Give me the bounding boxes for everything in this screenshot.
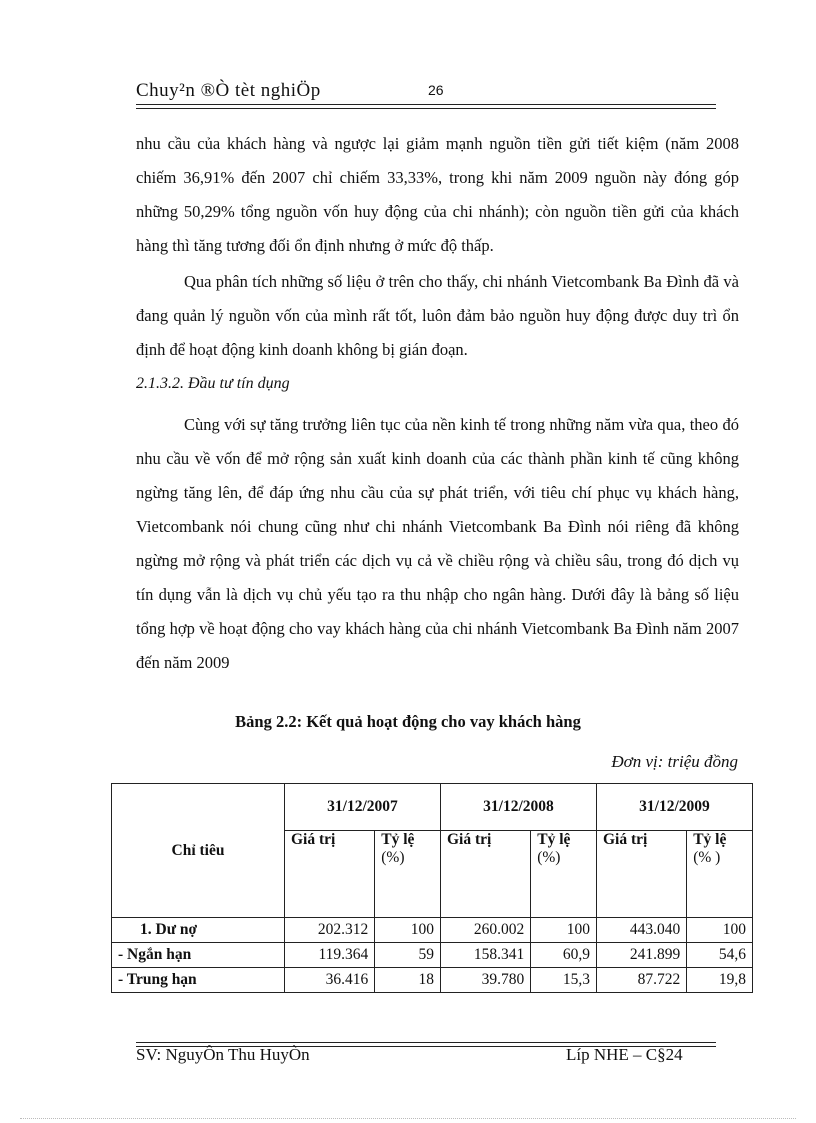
header-rule-double — [136, 108, 716, 109]
ratio-header — [687, 831, 753, 918]
ratio-header-line1: Tỷ lệ — [381, 831, 415, 848]
cell-ratio: 100 — [531, 918, 597, 943]
row-label: - Ngắn hạn — [112, 943, 285, 968]
year-header-2007: 31/12/2007 — [285, 784, 441, 831]
header-title: Chuy²n ®Ò tèt nghiÖp — [136, 80, 321, 101]
page-edge — [20, 1118, 796, 1119]
loan-results-table — [111, 783, 753, 993]
row-label: 1. Dư nợ — [112, 918, 285, 943]
cell-value: 36.416 — [285, 968, 375, 993]
value-header-text: Giá trị — [602, 831, 648, 848]
table-unit: Đơn vị: triệu đồng — [611, 752, 738, 771]
ratio-header-line2: (%) — [381, 849, 405, 866]
paragraph-text: Qua phân tích những số liệu ở trên cho thấy, chi nhánh Vietcombank Ba Đình đã và đang quản lý nguồn vốn của mình rất tốt, luôn đảm bảo nguồn huy động được duy trì ổn định để hoạt động kinh doanh không bị gián đoạn. — [136, 272, 739, 359]
cell-ratio: 60,9 — [531, 943, 597, 968]
table-row — [112, 918, 753, 943]
cell-value: 158.341 — [440, 943, 530, 968]
value-header-text: Giá trị — [291, 831, 336, 848]
ratio-header — [375, 831, 441, 918]
section-heading: 2.1.3.2. Đầu tư tín dụng — [136, 375, 290, 392]
paragraph-3 — [136, 408, 739, 680]
label-header: Chỉ tiêu — [112, 784, 285, 918]
cell-ratio: 54,6 — [687, 943, 753, 968]
ratio-header-line2: (%) — [537, 849, 561, 866]
page-number: 26 — [428, 82, 444, 98]
ratio-header — [531, 831, 597, 918]
year-header-2009: 31/12/2009 — [596, 784, 752, 831]
paragraph-text: nhu cầu của khách hàng và ngược lại giảm mạnh nguồn tiền gửi tiết kiệm (năm 2008 chiếm 36,91% đến 2007 chỉ chiếm 33,33%, trong khi năm 2009 nguồn này đóng góp những 50,29% tổng nguồn vốn huy động của chi nhánh); còn nguồn tiền gửi của khách hàng thì tăng tương đối ổn định nhưng ở mức độ thấp. — [136, 134, 739, 255]
cell-value: 119.364 — [285, 943, 375, 968]
table-row — [112, 943, 753, 968]
ratio-header-line1: Tỷ lệ — [537, 831, 571, 848]
ratio-header-line1: Tỷ lệ — [693, 831, 727, 848]
cell-ratio: 100 — [687, 918, 753, 943]
cell-value: 87.722 — [596, 968, 686, 993]
footer-class: Líp NHE – C§24 — [566, 1045, 683, 1064]
cell-ratio: 15,3 — [531, 968, 597, 993]
table-header-row — [112, 784, 753, 831]
cell-value: 260.002 — [440, 918, 530, 943]
paragraph-1 — [136, 127, 739, 263]
header-rule — [136, 104, 716, 105]
cell-value: 241.899 — [596, 943, 686, 968]
paragraph-2 — [136, 265, 739, 367]
table-row — [112, 968, 753, 993]
value-header — [596, 831, 686, 918]
value-header — [285, 831, 375, 918]
cell-ratio: 19,8 — [687, 968, 753, 993]
cell-ratio: 100 — [375, 918, 441, 943]
cell-value: 202.312 — [285, 918, 375, 943]
value-header-text: Giá trị — [446, 831, 492, 848]
paragraph-text: Cùng với sự tăng trưởng liên tục của nền kinh tế trong những năm vừa qua, theo đó nhu cầu về vốn để mở rộng sản xuất kinh doanh của các thành phần kinh tế cũng không ngừng tăng lên, để đáp ứng nhu cầu của sự phát triển, với tiêu chí phục vụ khách hàng, Vietcombank nói chung cũng như chi nhánh Vietcombank Ba Đình nói riêng đã không ngừng mở rộng và phát triển các dịch vụ cả về chiều rộng và chiều sâu, trong đó dịch vụ tín dụng vẫn là dịch vụ chủ yếu tạo ra thu nhập cho ngân hàng. Dưới đây là bảng số liệu tổng hợp về hoạt động cho vay khách hàng của chi nhánh Vietcombank Ba Đình năm 2007 đến năm 2009 — [136, 415, 739, 672]
ratio-header-line2: (% ) — [693, 849, 721, 866]
cell-value: 39.780 — [440, 968, 530, 993]
table-caption: Bảng 2.2: Kết quả hoạt động cho vay khách hàng — [235, 712, 581, 731]
cell-ratio: 18 — [375, 968, 441, 993]
cell-ratio: 59 — [375, 943, 441, 968]
row-label: - Trung hạn — [112, 968, 285, 993]
value-header — [440, 831, 530, 918]
footer-student: SV: NguyÔn Thu HuyÒn — [136, 1045, 310, 1064]
cell-value: 443.040 — [596, 918, 686, 943]
footer-rule — [136, 1042, 716, 1043]
year-header-2008: 31/12/2008 — [440, 784, 596, 831]
